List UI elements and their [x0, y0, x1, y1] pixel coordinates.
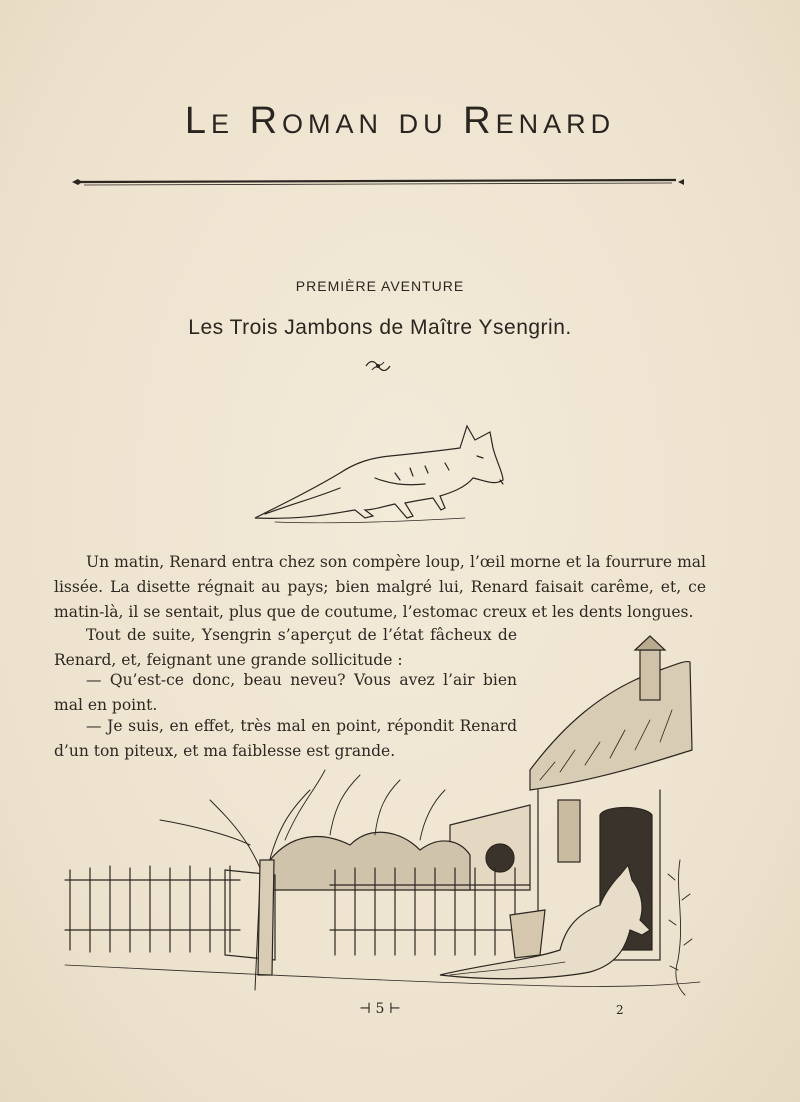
paragraph-4: — Je suis, en effet, très mal en point, répondit Renard d’un ton piteux, et ma faiblesse est grande. — [54, 717, 517, 760]
page-title: Le Roman du Renard — [184, 100, 616, 142]
signature-mark: 2 — [616, 1003, 624, 1017]
chapter-kicker: PREMIÈRE AVENTURE — [295, 278, 465, 294]
fleuron-ornament — [364, 358, 392, 374]
fox-illustration — [245, 418, 510, 530]
paragraph-1: Un matin, Renard entra chez son compère loup, l’œil morne et la fourrure mal lissée. La disette régnait au pays; bien malgré lui, Renard faisait carême, et, ce matin-là, il se sentait, plus que de coutume, l’estomac creux et les dents longues. — [54, 553, 706, 621]
page-number: ⊣ 5 ⊢ — [359, 1001, 401, 1017]
decorative-rule — [72, 172, 684, 192]
farmyard-illustration — [60, 630, 710, 1000]
paragraph-2: Tout de suite, Ysengrin s’aperçut de l’état fâcheux de Renard, et, feignant une grande sollicitude : — [54, 626, 517, 669]
paragraph-3: — Qu’est-ce donc, beau neveu? Vous avez l’air bien mal en point. — [54, 671, 517, 714]
chapter-title: Les Trois Jambons de Maître Ysengrin. — [188, 316, 572, 339]
